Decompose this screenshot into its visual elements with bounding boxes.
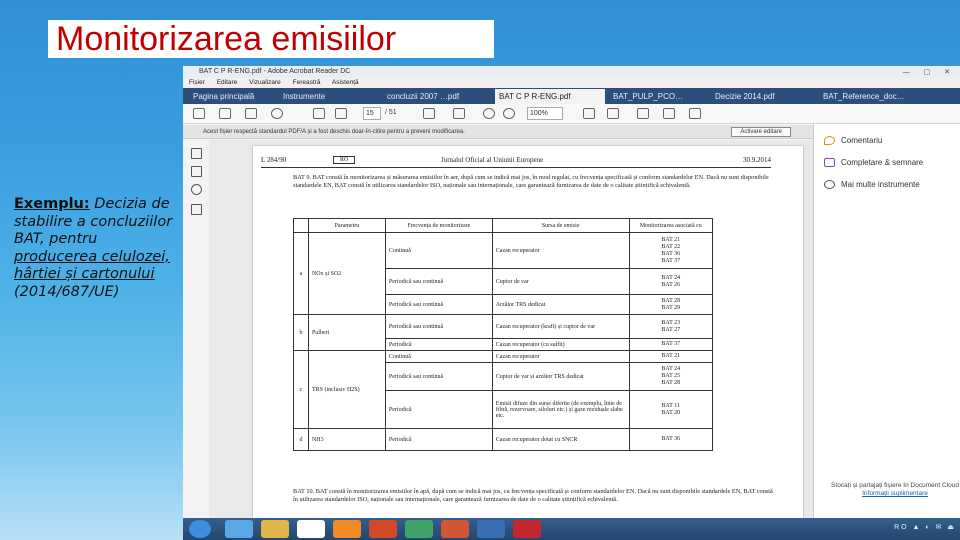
acrobat-screenshot: [183, 66, 960, 540]
bat9-paragraph: BAT 9. BAT constă în monitorizarea și măsurarea emisiilor în aer, după cum se indică mai jos, în mod regulat, cu frecvența specificată și conform standardelor EN. Dacă nu sunt disponibile standardele EN, BAT constă în utilizarea standardelor ISO, naționale sau internaționale, care garantează furnizarea de date de o calitate științifică echivalentă.: [293, 174, 769, 189]
row-source: Cazan recuperator (cu sulfit): [492, 339, 629, 351]
header-language: RO: [333, 156, 355, 164]
print-icon[interactable]: [219, 108, 231, 119]
prev-page-icon[interactable]: [313, 108, 325, 119]
row-bat: BAT 28 BAT 29: [629, 295, 712, 315]
tab-doc-5[interactable]: BAT_Reference_doc…: [823, 92, 905, 101]
row-bat: BAT 21: [629, 351, 712, 363]
col-source: Sursa de emisie: [492, 219, 629, 233]
toolbar: [183, 104, 960, 124]
window-controls[interactable]: — ▢ ✕: [902, 69, 956, 76]
row-param: Pulberi: [308, 315, 385, 351]
window-titlebar: [183, 66, 960, 78]
header-page-ref: L 284/90: [261, 156, 287, 164]
row-bat: BAT 36: [629, 429, 712, 451]
app-icon[interactable]: [369, 520, 397, 538]
fit-page-icon[interactable]: [583, 108, 595, 119]
example-label: Exemplu:: [14, 196, 90, 212]
save-icon[interactable]: [193, 108, 205, 119]
pages-icon[interactable]: [191, 148, 202, 159]
example-link[interactable]: producerea celulozei, hârtiei și cartonului: [14, 248, 170, 283]
col-bat: Monitorizarea asociată cu: [629, 219, 712, 233]
tab-doc-active[interactable]: BAT C P R-ENG.pdf: [495, 89, 605, 104]
row-letter: b: [294, 315, 309, 351]
example-text-1: Decizia de stabilire a concluziilor BAT, pentru: [14, 196, 173, 248]
row-frequency: Periodică: [385, 339, 492, 351]
row-bat: BAT 11 BAT 20: [629, 391, 712, 429]
tool-fill-sign[interactable]: [824, 158, 923, 167]
comment-icon: [824, 136, 835, 145]
row-bat: BAT 24 BAT 26: [629, 269, 712, 295]
menu-file[interactable]: Fișier: [189, 79, 205, 86]
hand-icon[interactable]: [453, 108, 465, 119]
info-text: Acest fișier respectă standardul PDF/A și a fost deschis doar-în-citire pentru a preveni modificarea.: [203, 129, 465, 135]
example-text-2: (2014/687/UE): [14, 283, 120, 300]
row-letter: a: [294, 233, 309, 315]
row-frequency: Periodică sau continuă: [385, 295, 492, 315]
row-source: Cazan recuperator: [492, 233, 629, 269]
scroll-mode-icon[interactable]: [607, 108, 619, 119]
row-bat: BAT 21 BAT 22 BAT 36 BAT 37: [629, 233, 712, 269]
left-navigation-rail: [183, 140, 209, 520]
row-letter: d: [294, 429, 309, 451]
right-tools-panel: [813, 124, 960, 520]
document-area[interactable]: [209, 140, 813, 520]
tab-doc-3[interactable]: BAT_PULP_PCO…: [613, 92, 684, 101]
row-source: Cazan recuperator dotat cu SNCR: [492, 429, 629, 451]
table-row: [294, 233, 713, 269]
menu-view[interactable]: Vizualizare: [249, 79, 281, 86]
row-source: Emisii difuze din surse diferite (de exemplu, linie de fibră, rezervoare, siloluri etc.) și gaze reziduale slabe etc.: [492, 391, 629, 429]
tool-more-label: Mai multe instrumente: [841, 180, 920, 189]
search-icon[interactable]: [271, 108, 283, 119]
row-param: NH3: [308, 429, 385, 451]
next-page-icon[interactable]: [335, 108, 347, 119]
row-bat: BAT 37: [629, 339, 712, 351]
tab-doc-1[interactable]: concluzii 2007 …pdf: [387, 92, 460, 101]
journal-header: [261, 156, 771, 168]
zoom-in-icon[interactable]: [503, 108, 515, 119]
row-source: Cuptor de var și arzător TRS dedicat: [492, 363, 629, 391]
select-icon[interactable]: [423, 108, 435, 119]
row-frequency: Periodică: [385, 391, 492, 429]
bookmark-icon[interactable]: [191, 166, 202, 177]
comment-icon[interactable]: [637, 108, 649, 119]
table-row: [294, 351, 713, 363]
chrome-app[interactable]: [297, 520, 325, 538]
row-source: Cazan recuperator (kraft) și cuptor de var: [492, 315, 629, 339]
email-icon[interactable]: [245, 108, 257, 119]
header-journal: Jurnalul Oficial al Uniunii Europene: [441, 156, 544, 164]
plus-circle-icon: [824, 180, 835, 189]
col-frequency: Frecvența de monitorizare: [385, 219, 492, 233]
enable-editing-button[interactable]: Activare editare: [731, 127, 791, 137]
tool-comment-label: Comentariu: [841, 136, 883, 145]
ie-app[interactable]: [225, 520, 253, 538]
slide-title: Monitorizarea emisiilor: [48, 20, 494, 58]
attachment-icon[interactable]: [191, 184, 202, 195]
bat10-paragraph: BAT 10. BAT constă în monitorizarea emisiilor în apă, după cum se indică mai jos, cu frecvența specificată și conform standardelor EN. Dacă nu sunt disponibile standardele EN, BAT constă în utilizarea standardelor ISO, naționale sau internaționale, care garantează furnizarea de date de o calitate științifică echivalentă.: [293, 488, 773, 503]
powerpoint-app[interactable]: [441, 520, 469, 538]
example-description: [14, 196, 174, 302]
tab-doc-4[interactable]: Decizie 2014.pdf: [715, 92, 775, 101]
menu-help[interactable]: Asistență: [331, 79, 359, 86]
tool-more[interactable]: [824, 180, 920, 189]
word-app[interactable]: [477, 520, 505, 538]
row-bat: BAT 23 BAT 27: [629, 315, 712, 339]
col-parameter: Parametru: [308, 219, 385, 233]
row-frequency: Periodică: [385, 429, 492, 451]
signatures-icon[interactable]: [191, 204, 202, 215]
sign-icon[interactable]: [689, 108, 701, 119]
row-letter: c: [294, 351, 309, 429]
table-header-row: [294, 219, 713, 233]
menu-bar: [183, 78, 960, 88]
pdf-page: [253, 146, 803, 526]
highlight-icon[interactable]: [663, 108, 675, 119]
row-source: Arzător TRS dedicat: [492, 295, 629, 315]
system-tray[interactable]: RO ▲ ◐ ✉ ⏏: [894, 524, 956, 531]
tab-tools[interactable]: Instrumente: [283, 92, 326, 101]
window-title: BAT C P R-ENG.pdf - Adobe Acrobat Reader DC: [199, 68, 351, 75]
page-total: / 51: [385, 109, 397, 116]
menu-window[interactable]: Fereastră: [292, 79, 321, 86]
bat-table: [293, 218, 713, 451]
table-row: [294, 429, 713, 451]
windows-taskbar: [183, 518, 960, 540]
document-cloud-promo: [830, 482, 960, 498]
acrobat-app[interactable]: [513, 520, 541, 538]
app-icon[interactable]: [405, 520, 433, 538]
zoom-out-icon[interactable]: [483, 108, 495, 119]
row-param: TRS (inclusiv H2S): [308, 351, 385, 429]
row-source: Cuptor de var: [492, 269, 629, 295]
row-frequency: Continuă: [385, 351, 492, 363]
menu-edit[interactable]: Editare: [216, 79, 238, 86]
explorer-app[interactable]: [261, 520, 289, 538]
zoom-select[interactable]: 100%: [527, 107, 563, 120]
table-row: [294, 315, 713, 339]
tool-fill-sign-label: Completare & semnare: [841, 158, 924, 167]
tab-home[interactable]: Pagina principală: [193, 92, 255, 101]
firefox-app[interactable]: [333, 520, 361, 538]
start-button[interactable]: [189, 520, 211, 538]
row-frequency: Periodică sau continuă: [385, 315, 492, 339]
row-source: Cazan recuperator: [492, 351, 629, 363]
cloud-promo-text: Stocați și partajați fișiere în Document Cloud: [831, 482, 959, 489]
cloud-promo-link[interactable]: Informații suplimentare: [862, 490, 928, 497]
pen-icon: [824, 158, 835, 167]
row-frequency: Periodică sau continuă: [385, 269, 492, 295]
row-param: NOx și SO2: [308, 233, 385, 315]
header-date: 30.9.2014: [743, 156, 771, 164]
page-number-input[interactable]: 15: [363, 107, 381, 120]
row-frequency: Periodică sau continuă: [385, 363, 492, 391]
row-bat: BAT 24 BAT 25 BAT 28: [629, 363, 712, 391]
info-bar: [183, 125, 813, 139]
row-frequency: Continuă: [385, 233, 492, 269]
tab-bar: [183, 88, 960, 104]
tool-comment[interactable]: [824, 136, 882, 145]
